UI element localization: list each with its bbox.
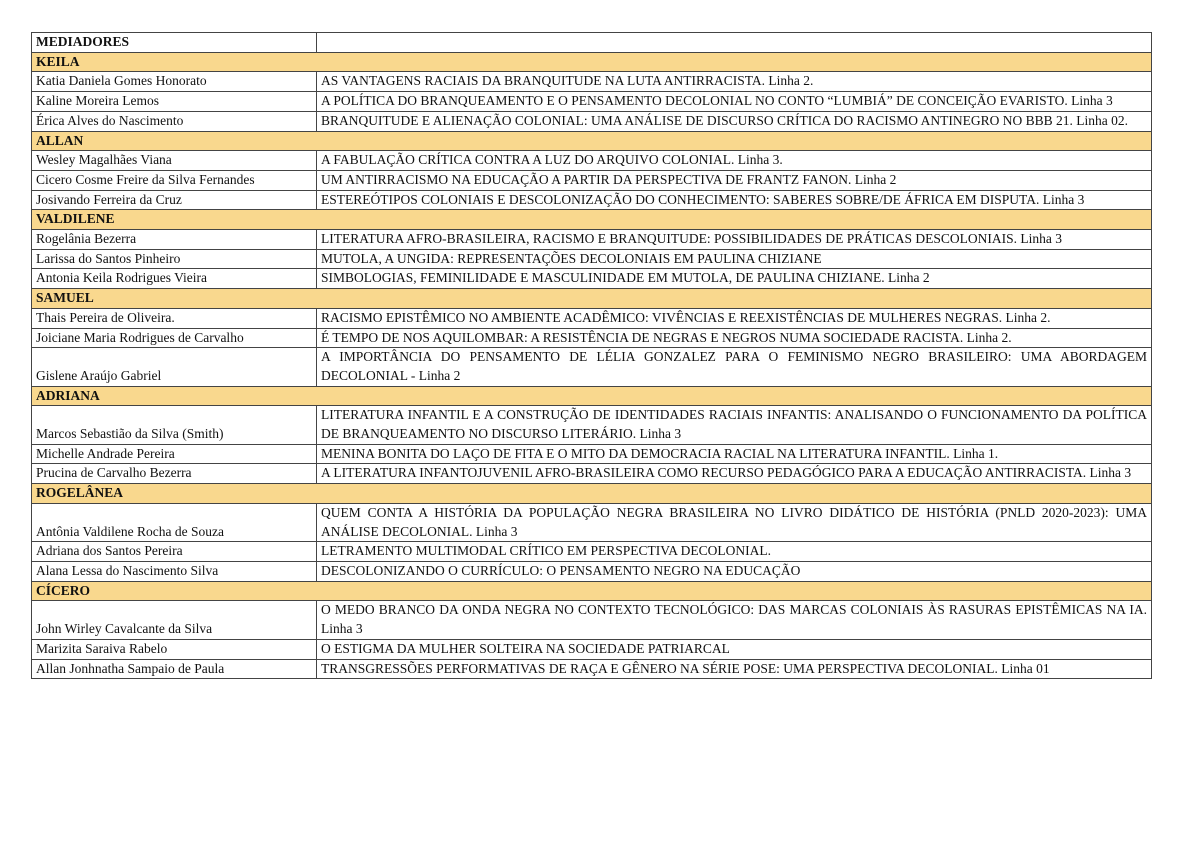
participant-name: John Wirley Cavalcante da Silva xyxy=(32,601,317,639)
work-title: A LITERATURA INFANTOJUVENIL AFRO-BRASILEIRA COMO RECURSO PEDAGÓGICO PARA A EDUCAÇÃO ANTIRRACISTA. Linha 3 xyxy=(317,464,1152,484)
participant-name: Allan Jonhnatha Sampaio de Paula xyxy=(32,659,317,679)
table-row xyxy=(32,72,1152,92)
participant-name: Katia Daniela Gomes Honorato xyxy=(32,72,317,92)
work-title: O MEDO BRANCO DA ONDA NEGRA NO CONTEXTO TECNOLÓGICO: DAS MARCAS COLONIAIS ÀS RASURAS EPISTÊMICAS NA IA. Linha 3 xyxy=(317,601,1152,639)
table-row xyxy=(32,328,1152,348)
work-title: QUEM CONTA A HISTÓRIA DA POPULAÇÃO NEGRA BRASILEIRA NO LIVRO DIDÁTICO DE HISTÓRIA (PNLD 2020-2023): UMA ANÁLISE DECOLONIAL. Linha 3 xyxy=(317,503,1152,541)
mediator-name: ADRIANA xyxy=(32,386,1152,406)
mediator-name: ROGELÂNEA xyxy=(32,484,1152,504)
mediator-name: KEILA xyxy=(32,52,1152,72)
mediator-name: ALLAN xyxy=(32,131,1152,151)
table-row xyxy=(32,639,1152,659)
table-row xyxy=(32,190,1152,210)
mediator-name: CÍCERO xyxy=(32,581,1152,601)
table-row xyxy=(32,170,1152,190)
work-title: DESCOLONIZANDO O CURRÍCULO: O PENSAMENTO NEGRO NA EDUCAÇÃO xyxy=(317,561,1152,581)
work-title: A POLÍTICA DO BRANQUEAMENTO E O PENSAMENTO DECOLONIAL NO CONTO “LUMBIÁ” DE CONCEIÇÃO EVARISTO. Linha 3 xyxy=(317,92,1152,112)
mediator-group-row xyxy=(32,289,1152,309)
table-row xyxy=(32,269,1152,289)
work-title: LITERATURA AFRO-BRASILEIRA, RACISMO E BRANQUITUDE: POSSIBILIDADES DE PRÁTICAS DESCOLONIAIS. Linha 3 xyxy=(317,230,1152,250)
mediator-name: SAMUEL xyxy=(32,289,1152,309)
table-row xyxy=(32,659,1152,679)
table-row xyxy=(32,406,1152,444)
table-row xyxy=(32,92,1152,112)
work-title: O ESTIGMA DA MULHER SOLTEIRA NA SOCIEDADE PATRIARCAL xyxy=(317,639,1152,659)
work-title: A FABULAÇÃO CRÍTICA CONTRA A LUZ DO ARQUIVO COLONIAL. Linha 3. xyxy=(317,151,1152,171)
table-row xyxy=(32,542,1152,562)
table-row xyxy=(32,308,1152,328)
participant-name: Wesley Magalhães Viana xyxy=(32,151,317,171)
participant-name: Alana Lessa do Nascimento Silva xyxy=(32,561,317,581)
table-row xyxy=(32,464,1152,484)
participant-name: Antonia Keila Rodrigues Vieira xyxy=(32,269,317,289)
participant-name: Prucina de Carvalho Bezerra xyxy=(32,464,317,484)
work-title: RACISMO EPISTÊMICO NO AMBIENTE ACADÊMICO: VIVÊNCIAS E REEXISTÊNCIAS DE MULHERES NEGRAS. Linha 2. xyxy=(317,308,1152,328)
work-title: SIMBOLOGIAS, FEMINILIDADE E MASCULINIDADE EM MUTOLA, DE PAULINA CHIZIANE. Linha 2 xyxy=(317,269,1152,289)
mediator-group-row xyxy=(32,52,1152,72)
mediator-group-row xyxy=(32,386,1152,406)
mediator-group-row xyxy=(32,131,1152,151)
participant-name: Larissa do Santos Pinheiro xyxy=(32,249,317,269)
mediator-group-row xyxy=(32,484,1152,504)
header-label: MEDIADORES xyxy=(32,33,317,53)
participant-name: Adriana dos Santos Pereira xyxy=(32,542,317,562)
table-row xyxy=(32,230,1152,250)
table-row xyxy=(32,348,1152,386)
work-title: BRANQUITUDE E ALIENAÇÃO COLONIAL: UMA ANÁLISE DE DISCURSO CRÍTICA DO RACISMO ANTINEGRO NO BBB 21. Linha 02. xyxy=(317,111,1152,131)
work-title: LETRAMENTO MULTIMODAL CRÍTICO EM PERSPECTIVA DECOLONIAL. xyxy=(317,542,1152,562)
work-title: A IMPORTÂNCIA DO PENSAMENTO DE LÉLIA GONZALEZ PARA O FEMINISMO NEGRO BRASILEIRO: UMA ABORDAGEM DECOLONIAL - Linha 2 xyxy=(317,348,1152,386)
work-title: MUTOLA, A UNGIDA: REPRESENTAÇÕES DECOLONIAIS EM PAULINA CHIZIANE xyxy=(317,249,1152,269)
work-title: UM ANTIRRACISMO NA EDUCAÇÃO A PARTIR DA PERSPECTIVA DE FRANTZ FANON. Linha 2 xyxy=(317,170,1152,190)
participant-name: Thais Pereira de Oliveira. xyxy=(32,308,317,328)
work-title: TRANSGRESSÕES PERFORMATIVAS DE RAÇA E GÊNERO NA SÉRIE POSE: UMA PERSPECTIVA DECOLONIAL. Linha 01 xyxy=(317,659,1152,679)
mediators-table xyxy=(31,32,1152,679)
participant-name: Marizita Saraiva Rabelo xyxy=(32,639,317,659)
participant-name: Gislene Araújo Gabriel xyxy=(32,348,317,386)
header-value xyxy=(317,33,1152,53)
table-row xyxy=(32,151,1152,171)
work-title: ESTEREÓTIPOS COLONIAIS E DESCOLONIZAÇÃO DO CONHECIMENTO: SABERES SOBRE/DE ÁFRICA EM DISPUTA. Linha 3 xyxy=(317,190,1152,210)
table-row xyxy=(32,503,1152,541)
table-row xyxy=(32,111,1152,131)
participant-name: Érica Alves do Nascimento xyxy=(32,111,317,131)
mediator-group-row xyxy=(32,581,1152,601)
mediator-group-row xyxy=(32,210,1152,230)
participant-name: Cicero Cosme Freire da Silva Fernandes xyxy=(32,170,317,190)
participant-name: Michelle Andrade Pereira xyxy=(32,444,317,464)
participant-name: Marcos Sebastião da Silva (Smith) xyxy=(32,406,317,444)
table-body xyxy=(32,33,1152,679)
table-row xyxy=(32,444,1152,464)
table-header-row xyxy=(32,33,1152,53)
mediator-name: VALDILENE xyxy=(32,210,1152,230)
participant-name: Antônia Valdilene Rocha de Souza xyxy=(32,503,317,541)
work-title: É TEMPO DE NOS AQUILOMBAR: A RESISTÊNCIA DE NEGRAS E NEGROS NUMA SOCIEDADE RACISTA. Linha 2. xyxy=(317,328,1152,348)
work-title: LITERATURA INFANTIL E A CONSTRUÇÃO DE IDENTIDADES RACIAIS INFANTIS: ANALISANDO O FUNCIONAMENTO DA POLÍTICA DE BRANQUEAMENTO NO DISCURSO LITERÁRIO. Linha 3 xyxy=(317,406,1152,444)
table-row xyxy=(32,249,1152,269)
table-row xyxy=(32,561,1152,581)
participant-name: Joiciane Maria Rodrigues de Carvalho xyxy=(32,328,317,348)
work-title: AS VANTAGENS RACIAIS DA BRANQUITUDE NA LUTA ANTIRRACISTA. Linha 2. xyxy=(317,72,1152,92)
participant-name: Rogelânia Bezerra xyxy=(32,230,317,250)
work-title: MENINA BONITA DO LAÇO DE FITA E O MITO DA DEMOCRACIA RACIAL NA LITERATURA INFANTIL. Linha 1. xyxy=(317,444,1152,464)
table-row xyxy=(32,601,1152,639)
participant-name: Josivando Ferreira da Cruz xyxy=(32,190,317,210)
participant-name: Kaline Moreira Lemos xyxy=(32,92,317,112)
